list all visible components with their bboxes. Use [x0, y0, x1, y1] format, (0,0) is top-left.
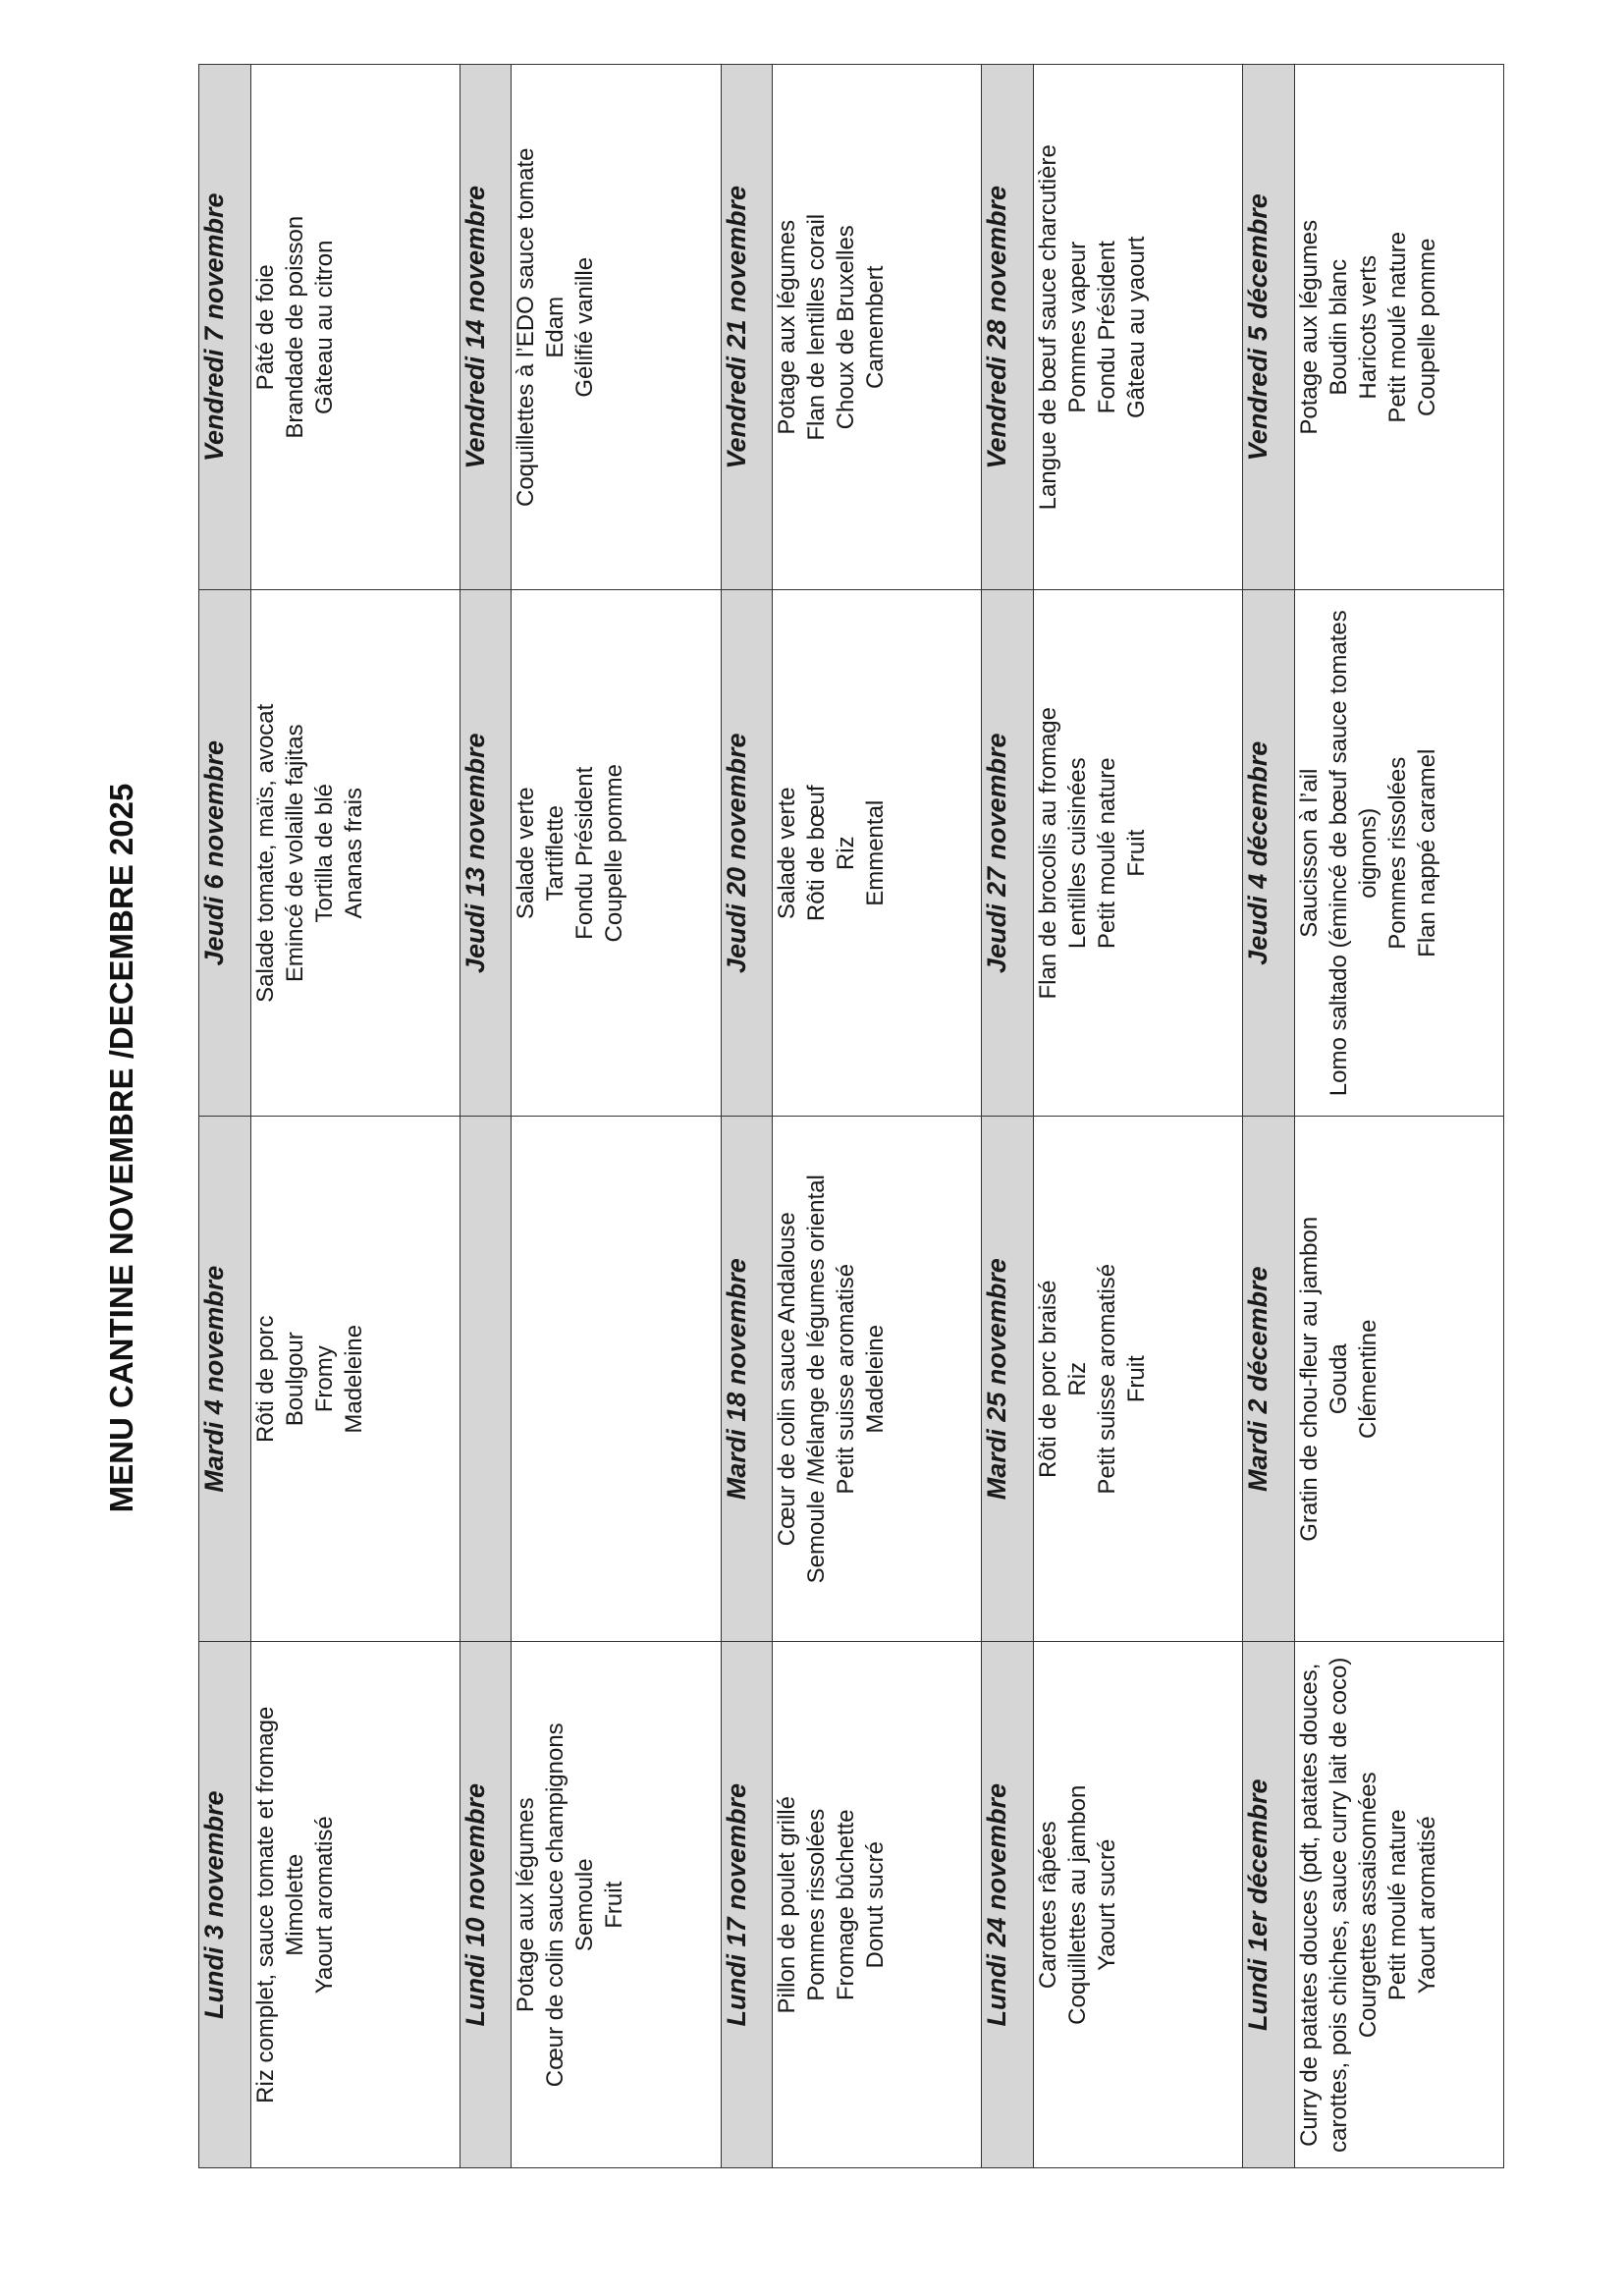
- menu-item: Haricots verts: [1354, 254, 1381, 400]
- menu-item: Rôti de bœuf: [803, 785, 831, 922]
- day-menu-cell: [250, 65, 460, 591]
- day-header: Jeudi 13 novembre: [460, 590, 512, 1117]
- menu-item: Madeleine: [862, 1324, 890, 1434]
- menu-item: Fromy: [310, 1345, 338, 1413]
- menu-item: Carottes râpées: [1034, 1821, 1061, 1990]
- menu-item: Boulgour: [281, 1332, 308, 1427]
- menu-item: Pommes rissolées: [1383, 756, 1411, 950]
- menu-item: Salade verte: [774, 787, 801, 920]
- menu-item: Brandade de poisson: [281, 215, 308, 439]
- menu-item: Pillon de poulet grillé: [774, 1796, 801, 2014]
- menu-item: Curry de patates douces (pdt, patates douces, carottes, pois chiches, sauce curry lait de coco): [1295, 1657, 1352, 2153]
- day-menu-cell: [773, 590, 982, 1117]
- menu-item: Clémentine: [1354, 1319, 1381, 1439]
- day-menu-cell: [773, 1642, 982, 2168]
- menu-item: Lomo saltado (émincé de bœuf sauce tomates oignons): [1325, 610, 1381, 1097]
- menu-item: Gratin de chou-fleur au jambon: [1295, 1216, 1323, 1542]
- week-header-row: [1243, 65, 1295, 2168]
- menu-item: Saucisson à l’ail: [1295, 768, 1323, 938]
- menu-item: Potage aux légumes: [513, 1797, 540, 2013]
- day-header: Jeudi 4 décembre: [1243, 590, 1295, 1117]
- week-menu-row: [1294, 65, 1503, 2168]
- menu-item: Flan nappé caramel: [1413, 748, 1440, 957]
- day-menu-cell: [512, 65, 721, 591]
- day-menu-cell: [512, 1117, 721, 1643]
- day-menu-cell: [512, 1642, 721, 2168]
- day-header: Lundi 3 novembre: [199, 1642, 251, 2168]
- menu-item: Boudin blanc: [1325, 258, 1352, 396]
- menu-item: Petit moulé nature: [1093, 757, 1120, 950]
- menu-item: Flan de lentilles corail: [803, 213, 831, 441]
- day-header: Vendredi 7 novembre: [199, 65, 251, 591]
- week-menu-row: [1033, 65, 1242, 2168]
- menu-item: Potage aux légumes: [774, 219, 801, 435]
- menu-item: Emincé de volaille fajitas: [281, 724, 308, 983]
- day-header: Mardi 2 décembre: [1243, 1117, 1295, 1643]
- menu-item: Gâteau au citron: [310, 240, 338, 414]
- menu-item: Riz: [1063, 1361, 1091, 1396]
- day-header: Vendredi 5 décembre: [1243, 65, 1295, 591]
- menu-item: Pommes rissolées: [803, 1808, 831, 2001]
- menu-item: Pommes vapeur: [1063, 241, 1091, 413]
- menu-item: Yaourt sucré: [1093, 1838, 1120, 1971]
- menu-item: Gouda: [1325, 1343, 1352, 1415]
- day-menu-cell: [250, 1117, 460, 1643]
- day-menu-cell: [1294, 1642, 1503, 2168]
- menu-item: Potage aux légumes: [1295, 219, 1323, 435]
- week-header-row: [982, 65, 1034, 2168]
- menu-item: Semoule /Mélange de légumes oriental: [803, 1175, 831, 1584]
- menu-item: Yaourt aromatisé: [310, 1816, 338, 1995]
- menu-item: Edam: [542, 296, 569, 358]
- day-menu-cell: [773, 65, 982, 591]
- day-header: [460, 1117, 512, 1643]
- menu-item: Langue de bœuf sauce charcutière: [1034, 144, 1061, 511]
- menu-item: Ananas frais: [340, 788, 367, 919]
- menu-item: Petit suisse aromatisé: [833, 1263, 860, 1495]
- menu-item: Lentilles cuisinées: [1063, 757, 1091, 950]
- menu-item: Rôti de porc braisé: [1034, 1280, 1061, 1478]
- menu-item: Tortilla de blé: [310, 784, 338, 923]
- day-header: Mardi 4 novembre: [199, 1117, 251, 1643]
- day-header: Jeudi 27 novembre: [982, 590, 1034, 1117]
- menu-item: Fruit: [601, 1881, 628, 1929]
- menu-item: Donut sucré: [862, 1841, 890, 1969]
- day-header: Lundi 1er décembre: [1243, 1642, 1295, 2168]
- day-menu-cell: [1294, 65, 1503, 591]
- menu-item: Gélifié vanille: [571, 256, 599, 398]
- menu-item: Riz complet, sauce tomate et fromage: [251, 1706, 279, 2104]
- menu-item: Cœur de colin sauce Andalouse: [774, 1212, 801, 1547]
- day-menu-cell: [512, 590, 721, 1117]
- menu-item: Fruit: [1122, 1355, 1150, 1403]
- day-menu-cell: [1033, 1117, 1242, 1643]
- menu-item: Fromage bûchette: [833, 1809, 860, 2001]
- menu-item: Pâté de foie: [251, 264, 279, 391]
- menu-item: Rôti de porc: [251, 1315, 279, 1443]
- day-header: Vendredi 14 novembre: [460, 65, 512, 591]
- menu-item: Semoule: [571, 1858, 599, 1952]
- week-header-row: [721, 65, 773, 2168]
- menu-item: Madeleine: [340, 1324, 367, 1434]
- menu-item: Fruit: [1122, 829, 1150, 877]
- day-header: Jeudi 20 novembre: [721, 590, 773, 1117]
- menu-item: Salade verte: [513, 787, 540, 920]
- day-menu-cell: [1294, 590, 1503, 1117]
- day-menu-cell: [1033, 1642, 1242, 2168]
- page-title: MENU CANTINE NOVEMBRE /DECEMBRE 2025: [103, 783, 139, 1513]
- day-header: Vendredi 28 novembre: [982, 65, 1034, 591]
- menu-item: Fondu Président: [1093, 241, 1120, 414]
- week-menu-row: [250, 65, 460, 2168]
- day-menu-cell: [250, 590, 460, 1117]
- menu-item: Emmental: [862, 799, 890, 906]
- day-header: Vendredi 21 novembre: [721, 65, 773, 591]
- week-menu-row: [512, 65, 721, 2168]
- menu-item: Coupelle pomme: [1413, 238, 1440, 416]
- menu-item: Camembert: [862, 265, 890, 389]
- day-header: Lundi 24 novembre: [982, 1642, 1034, 2168]
- menu-item: Salade tomate, maïs, avocat: [251, 703, 279, 1003]
- day-header: Lundi 17 novembre: [721, 1642, 773, 2168]
- day-menu-cell: [250, 1642, 460, 2168]
- menu-item: Coquillettes au jambon: [1063, 1784, 1091, 2025]
- menu-item: Flan de brocolis au fromage: [1034, 707, 1061, 1000]
- day-menu-cell: [1294, 1117, 1503, 1643]
- day-header: Jeudi 6 novembre: [199, 590, 251, 1117]
- menu-item: Petit suisse aromatisé: [1093, 1263, 1120, 1495]
- day-menu-cell: [1033, 65, 1242, 591]
- week-header-row: [460, 65, 512, 2168]
- menu-item: Fondu Président: [571, 766, 599, 940]
- menu-item: Choux de Bruxelles: [833, 225, 860, 430]
- menu-item: Tartiflette: [542, 805, 569, 902]
- menu-table-container: [198, 64, 1504, 2168]
- day-menu-cell: [773, 1117, 982, 1643]
- menu-item: Mimolette: [281, 1853, 308, 1956]
- menu-item: Coquillettes à l’EDO sauce tomate: [513, 147, 540, 508]
- menu-item: Riz: [833, 836, 860, 871]
- day-header: Mardi 18 novembre: [721, 1117, 773, 1643]
- week-menu-row: [773, 65, 982, 2168]
- day-menu-cell: [1033, 590, 1242, 1117]
- menu-table: [198, 64, 1504, 2168]
- menu-item: Coupelle pomme: [601, 764, 628, 943]
- day-header: Mardi 25 novembre: [982, 1117, 1034, 1643]
- week-header-row: [199, 65, 251, 2168]
- menu-item: Courgettes assaisonnées: [1354, 1772, 1381, 2039]
- menu-item: Petit moulé nature: [1383, 231, 1411, 423]
- menu-item: Yaourt aromatisé: [1413, 1816, 1440, 1995]
- menu-item: Petit moulé nature: [1383, 1809, 1411, 2001]
- menu-item: Cœur de colin sauce champignons: [542, 1722, 569, 2088]
- day-header: Lundi 10 novembre: [460, 1642, 512, 2168]
- menu-item: Gâteau au yaourt: [1122, 236, 1150, 418]
